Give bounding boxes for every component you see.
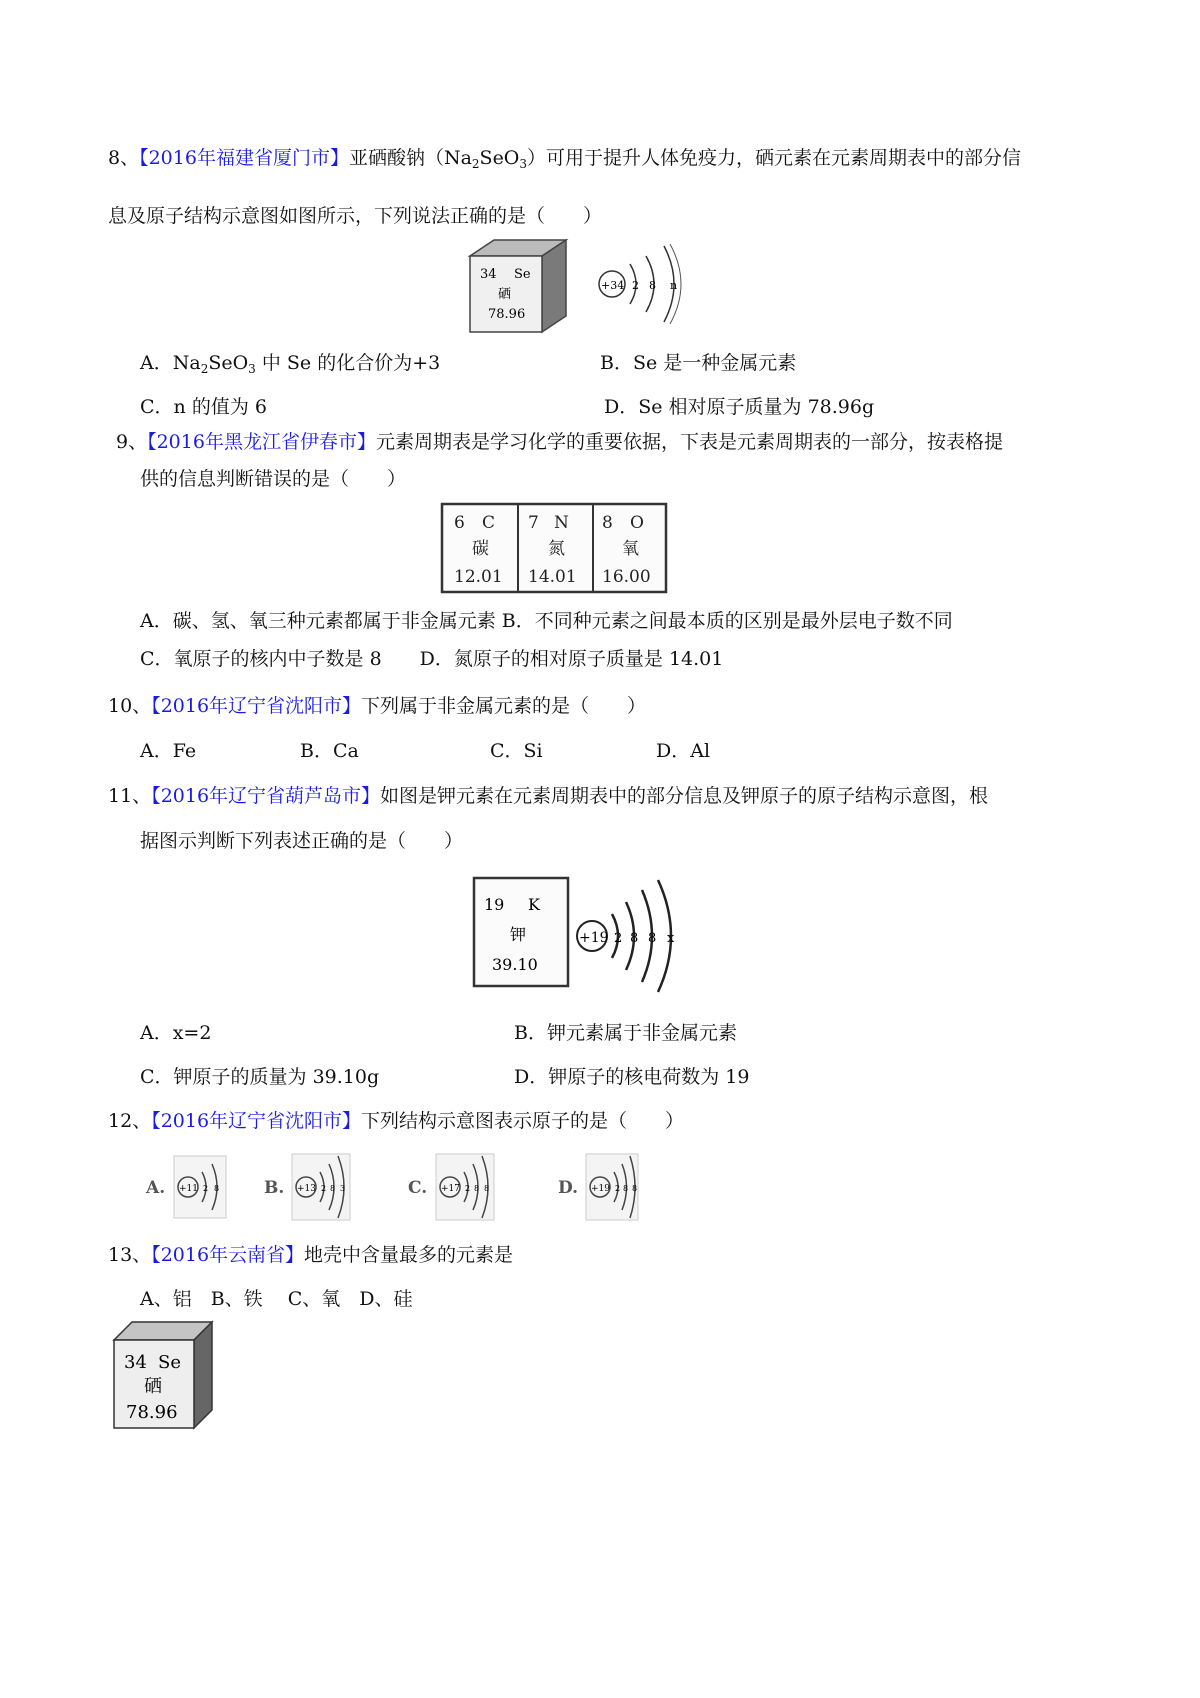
q8-option-b: B．Se 是一种金属元素: [600, 352, 797, 374]
q12-diagram-d: [558, 1154, 638, 1220]
svg-text:7: 7: [528, 513, 539, 533]
element-number: 34: [124, 1352, 147, 1373]
q8-figure: [460, 236, 710, 336]
svg-text:3: 3: [340, 1184, 346, 1193]
svg-text:+17: +17: [441, 1184, 460, 1194]
shell-3-electrons: n: [670, 279, 678, 292]
nucleus-charge: +19: [579, 930, 609, 946]
q12-number: 12、: [108, 1110, 152, 1132]
element-symbol: Se: [514, 267, 531, 282]
q9-options-cd: C．氧原子的核内中子数是 8 D．氮原子的相对原子质量是 14.01: [140, 648, 724, 670]
shell-2-electrons: 8: [649, 279, 656, 292]
q9-options-ab: A．碳、氢、氧三种元素都属于非金属元素 B．不同种元素之间最本质的区别是最外层电子数不同: [140, 610, 953, 632]
element-mass: 39.10: [492, 955, 538, 974]
q13-stem: 13、【2016年云南省】地壳中含量最多的元素是: [108, 1244, 514, 1266]
shell-3-electrons: 8: [648, 931, 657, 946]
diagram-label: A.: [146, 1178, 166, 1198]
q9-source: 【2016年黑龙江省伊春市】: [147, 431, 376, 453]
q10-option-b: B．Ca: [300, 740, 359, 762]
q10-option-a: A．Fe: [140, 740, 197, 762]
q12-diagram-a: [145, 1156, 226, 1218]
q9-number: 9、: [116, 431, 148, 453]
svg-text:12.01: 12.01: [454, 567, 503, 587]
q12-source: 【2016年辽宁省沈阳市】: [151, 1110, 362, 1132]
svg-text:8: 8: [474, 1184, 480, 1193]
element-number: 19: [484, 895, 505, 914]
q12-diagram-c: [408, 1154, 494, 1220]
q11-stem-line2: 据图示判断下列表述正确的是（ ）: [140, 830, 464, 852]
q12-diagram-options: [140, 1150, 660, 1224]
svg-text:8: 8: [623, 1184, 629, 1193]
q12-diagram-b: [264, 1154, 350, 1220]
svg-text:8: 8: [632, 1184, 638, 1193]
q9-periodic-table-fragment: [440, 502, 670, 594]
q8-option-d: D．Se 相对原子质量为 78.96g: [604, 396, 875, 418]
q13-options: A、铝 B、铁 C、氧 D、硅: [140, 1288, 413, 1310]
svg-text:16.00: 16.00: [602, 567, 651, 587]
element-number: 34: [480, 267, 497, 282]
q11-number: 11、: [108, 785, 152, 807]
q9-stem: 9、【2016年黑龙江省伊春市】元素周期表是学习化学的重要依据，下表是元素周期表的一部分，按表格提: [116, 431, 1003, 453]
q8-stem-line2: 息及原子结构示意图如图所示，下列说法正确的是（ ）: [108, 205, 603, 227]
element-cube-se: [470, 240, 566, 332]
q11-stem: 11、【2016年辽宁省葫芦岛市】如图是钾元素在元素周期表中的部分信息及钾原子的原子结构示意图，根: [108, 785, 989, 807]
svg-text:2: 2: [321, 1184, 327, 1193]
shell-4-electrons: x: [667, 931, 675, 946]
nucleus-charge: +34: [601, 279, 625, 292]
q10-option-d: D．Al: [656, 740, 711, 762]
atom-structure-diagram: [599, 244, 681, 324]
shell-2-electrons: 8: [630, 931, 639, 946]
element-symbol: K: [528, 895, 540, 914]
element-name: 钾: [510, 925, 527, 944]
q13-number: 13、: [108, 1244, 152, 1266]
q9-stem-line2: 供的信息判断错误的是（ ）: [140, 468, 407, 490]
q10-stem: 10、【2016年辽宁省沈阳市】下列属于非金属元素的是（ ）: [108, 695, 647, 717]
svg-text:+13: +13: [297, 1184, 316, 1194]
svg-text:8: 8: [602, 513, 613, 533]
diagram-label: C.: [408, 1178, 428, 1198]
q8-stem: 8、【2016年福建省厦门市】亚硒酸钠$(Na_2SeO_3)$可用于提升人体免疫力，硒元素在元素周期表中的部分信: [108, 147, 1022, 171]
svg-text:+11: +11: [179, 1184, 198, 1194]
q11-option-b: B．钾元素属于非金属元素: [514, 1022, 737, 1044]
q12-stem: 12、【2016年辽宁省沈阳市】下列结构示意图表示原子的是（ ）: [108, 1110, 685, 1132]
element-symbol: Se: [158, 1352, 181, 1373]
shell-1-electrons: 2: [632, 279, 639, 292]
q10-number: 10、: [108, 695, 152, 717]
element-name: 硒: [498, 287, 512, 302]
diagram-label: B.: [264, 1178, 285, 1198]
svg-text:N: N: [554, 513, 569, 533]
svg-text:C: C: [482, 513, 496, 533]
q11-option-c: C．钾原子的质量为 39.10g: [140, 1066, 380, 1088]
svg-text:O: O: [630, 513, 644, 533]
element-cube-se-large: [110, 1318, 220, 1432]
q11-figure: [470, 870, 690, 995]
svg-text:氮: 氮: [548, 539, 565, 559]
q8-source: 【2016年福建省厦门市】: [139, 147, 349, 169]
element-mass: 78.96: [126, 1402, 178, 1423]
q10-source: 【2016年辽宁省沈阳市】: [151, 695, 362, 717]
svg-text:碳: 碳: [472, 539, 489, 559]
svg-text:2: 2: [465, 1184, 471, 1193]
element-mass: 78.96: [488, 307, 526, 322]
svg-text:6: 6: [454, 513, 465, 533]
q11-source: 【2016年辽宁省葫芦岛市】: [151, 785, 381, 807]
element-name: 硒: [144, 1376, 162, 1397]
q13-source: 【2016年云南省】: [151, 1244, 305, 1266]
element-card-k: [474, 878, 568, 986]
diagram-label: D.: [558, 1178, 579, 1198]
svg-text:8: 8: [330, 1184, 336, 1193]
svg-text:8: 8: [484, 1184, 490, 1193]
svg-text:2: 2: [615, 1184, 621, 1193]
q8-option-a: A．$Na_2SeO_3$ 中 Se 的化合价为+3: [140, 352, 441, 376]
q8-number: 8、: [108, 147, 140, 169]
svg-text:+19: +19: [591, 1184, 610, 1194]
q8-option-c: C．n 的值为 6: [140, 396, 267, 418]
svg-text:2: 2: [203, 1184, 209, 1193]
svg-text:氧: 氧: [622, 539, 639, 559]
q11-option-a: A．x=2: [140, 1022, 212, 1044]
shell-1-electrons: 2: [614, 931, 623, 946]
svg-text:14.01: 14.01: [528, 567, 577, 587]
q10-option-c: C．Si: [490, 740, 543, 762]
svg-text:8: 8: [214, 1184, 220, 1193]
atom-structure-diagram: [577, 880, 675, 992]
q11-option-d: D．钾原子的核电荷数为 19: [514, 1066, 750, 1088]
